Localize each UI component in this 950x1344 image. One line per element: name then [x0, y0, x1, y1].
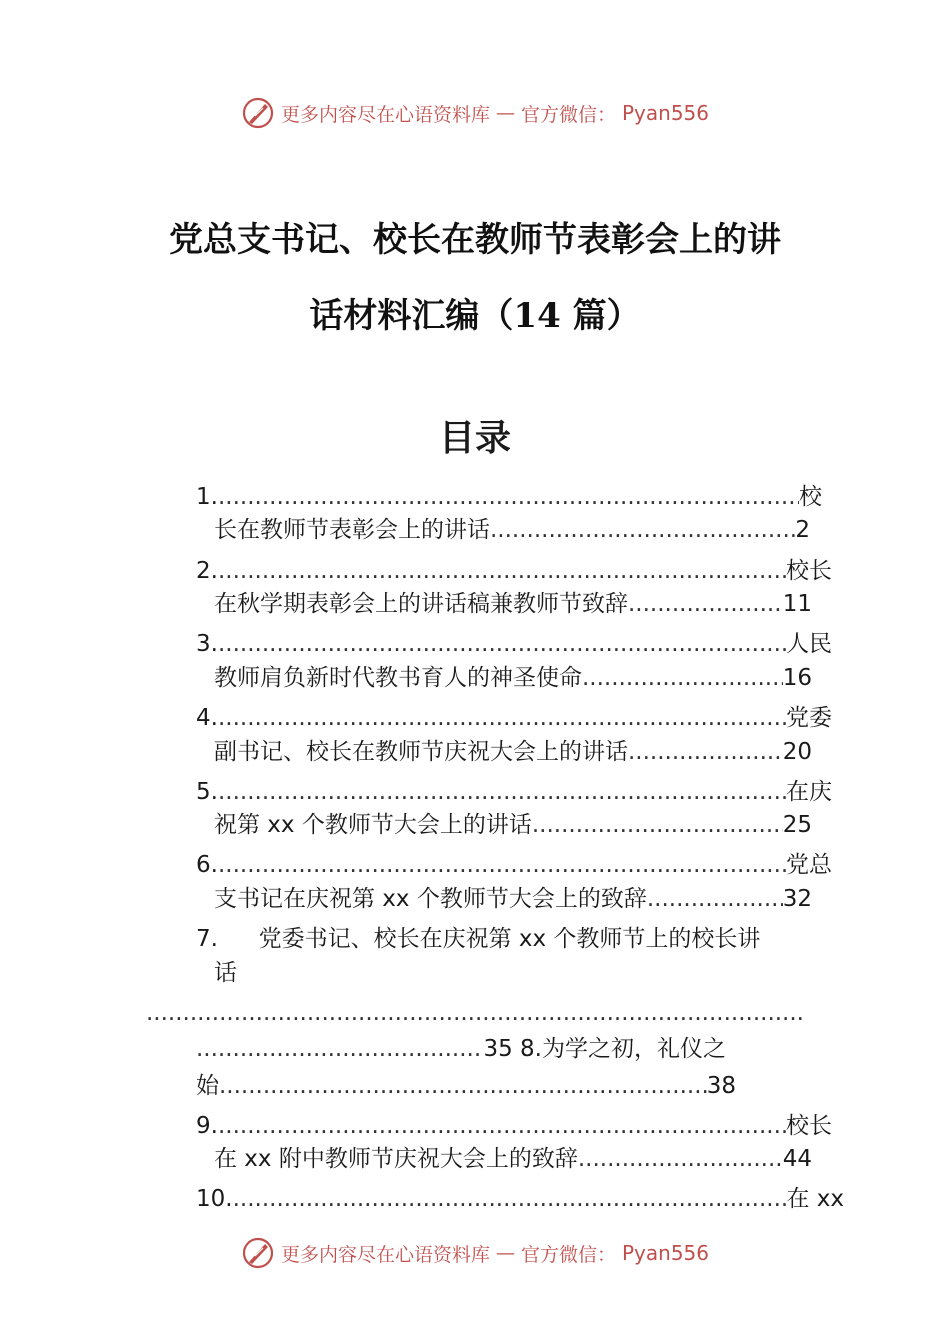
toc-leader-dots: [582, 661, 783, 695]
toc-entry-title: 党委书记、校长在庆祝第 xx 个教师节上的校长讲: [258, 926, 761, 952]
banner-wechat-id: Pyan556: [622, 101, 710, 125]
toc-entry-10-line-1[interactable]: [196, 1182, 844, 1216]
toc-entry-title-start: 人民: [786, 631, 832, 657]
toc-entry-number: 5.: [196, 779, 218, 805]
toc-entry-title-rest: 在秋学期表彰会上的讲话稿兼教师节致辞: [214, 591, 628, 617]
toc-entry-2-line-2[interactable]: [214, 587, 812, 621]
quill-logo-icon: [241, 1236, 275, 1270]
toc-entry-3-line-2[interactable]: [214, 661, 812, 695]
toc-entry-page: 16: [782, 665, 812, 691]
toc-leader-dots: [218, 848, 786, 882]
toc-entry-title-rest: 支书记在庆祝第 xx 个教师节大会上的致辞: [214, 886, 647, 912]
toc-leader-line: [146, 996, 804, 1030]
toc-entry-number: 7.: [196, 926, 218, 952]
toc-leader-dots: [532, 808, 783, 842]
toc-leader-dots: [218, 701, 786, 735]
toc-leader-dots: [219, 1069, 707, 1103]
banner-separator: —: [495, 1242, 515, 1264]
toc-entry-title-rest: 在 xx 附中教师节庆祝大会上的致辞: [214, 1146, 578, 1172]
banner-text: 更多内容尽在心语资料库: [280, 103, 490, 126]
toc-entry-title-rest: 祝第 xx 个教师节大会上的讲话: [214, 812, 532, 838]
toc-entry-1-line-1[interactable]: [196, 480, 822, 514]
toc-entry-title-rest: 教师肩负新时代教书育人的神圣使命: [214, 665, 582, 691]
toc-entry-number: 9.: [196, 1113, 218, 1139]
header-banner: [0, 96, 950, 130]
toc-entry-5-line-1[interactable]: [196, 775, 832, 809]
toc-entry-9-line-1[interactable]: [196, 1109, 832, 1143]
banner-wechat-label: 官方微信：: [520, 1243, 616, 1266]
toc-entry-number: 1.: [196, 484, 218, 510]
banner-wechat-label: 官方微信：: [520, 103, 616, 126]
toc-leader-dots: [218, 627, 786, 661]
toc-entry-page: 44: [782, 1146, 812, 1172]
banner-wechat-id: Pyan556: [622, 1241, 710, 1265]
toc-entry-title-rest: 副书记、校长在教师节庆祝大会上的讲话: [214, 739, 628, 765]
toc-leader-dots: [628, 587, 783, 621]
toc-entry-3-line-1[interactable]: [196, 627, 832, 661]
toc-entry-number: 10.: [196, 1186, 233, 1212]
document-title-line-2: 话材料汇编（14 篇）: [309, 296, 641, 336]
toc-leader-dots: [196, 1032, 483, 1066]
toc-entry-title-rest: 话: [214, 960, 237, 986]
toc-entry-title-start: 校: [799, 484, 822, 510]
toc-entry-number: 2.: [196, 558, 218, 584]
toc-leader-dots: [218, 775, 786, 809]
toc-entry-7-line-2: [214, 956, 314, 990]
toc-entry-title-start: 校长: [786, 558, 832, 584]
toc-leader-dots: [628, 735, 783, 769]
toc-entry-page: 32: [782, 886, 812, 912]
toc-leader-dots: [647, 882, 783, 916]
quill-logo-icon: [241, 96, 275, 130]
toc-leader-dots: [578, 1142, 783, 1176]
toc-entry-title-start: 校长: [786, 1113, 832, 1139]
banner-text: 更多内容尽在心语资料库: [280, 1243, 490, 1266]
toc-entry-4-line-2[interactable]: [214, 735, 812, 769]
toc-entry-7-line-1[interactable]: [196, 922, 836, 956]
toc-entry-title-rest: 长在教师节表彰会上的讲话: [214, 517, 490, 543]
toc-leader-dots: [218, 554, 786, 588]
toc-entry-6-line-2[interactable]: [214, 882, 812, 916]
toc-heading: 目录: [438, 417, 511, 459]
toc-leader-dots: [490, 513, 795, 547]
toc-entry-title-start: 党委: [786, 705, 832, 731]
toc-entry-4-line-1[interactable]: [196, 701, 832, 735]
toc-entry-page: 2: [795, 517, 810, 543]
toc-entry-8-line-2[interactable]: [196, 1069, 736, 1103]
toc-entry-title-start: 在 xx: [786, 1186, 844, 1212]
toc-entry-5-line-2[interactable]: [214, 808, 812, 842]
toc-leader-dots: [233, 1182, 787, 1216]
toc-entry-page: 25: [782, 812, 812, 838]
toc-entry-page: 11: [782, 591, 812, 617]
toc-entry-number: 6.: [196, 852, 218, 878]
toc-entry-page-and-entry-8: 35 8.为学之初，礼仪之: [483, 1036, 726, 1062]
toc-entry-2-line-1[interactable]: [196, 554, 832, 588]
toc-entry-number: 3.: [196, 631, 218, 657]
toc-entry-page: 20: [782, 739, 812, 765]
footer-banner: [0, 1236, 950, 1270]
toc-entry-7-page-line[interactable]: [196, 1032, 726, 1066]
toc-leader-dots: [218, 1109, 786, 1143]
toc-entry-6-line-1[interactable]: [196, 848, 832, 882]
toc-entry-title-rest: 始: [196, 1073, 219, 1099]
toc-entry-number: 4.: [196, 705, 218, 731]
toc-leader-dots: [146, 996, 804, 1030]
toc-entry-9-line-2[interactable]: [214, 1142, 812, 1176]
toc-entry-title-start: 在庆: [786, 779, 832, 805]
toc-leader-dots: [218, 480, 799, 514]
toc-entry-page: 38: [706, 1073, 736, 1099]
document-title-line-1: 党总支书记、校长在教师节表彰会上的讲: [169, 220, 781, 260]
banner-separator: —: [495, 102, 515, 124]
toc-entry-1-line-2[interactable]: [214, 513, 810, 547]
toc-entry-title-start: 党总: [786, 852, 832, 878]
